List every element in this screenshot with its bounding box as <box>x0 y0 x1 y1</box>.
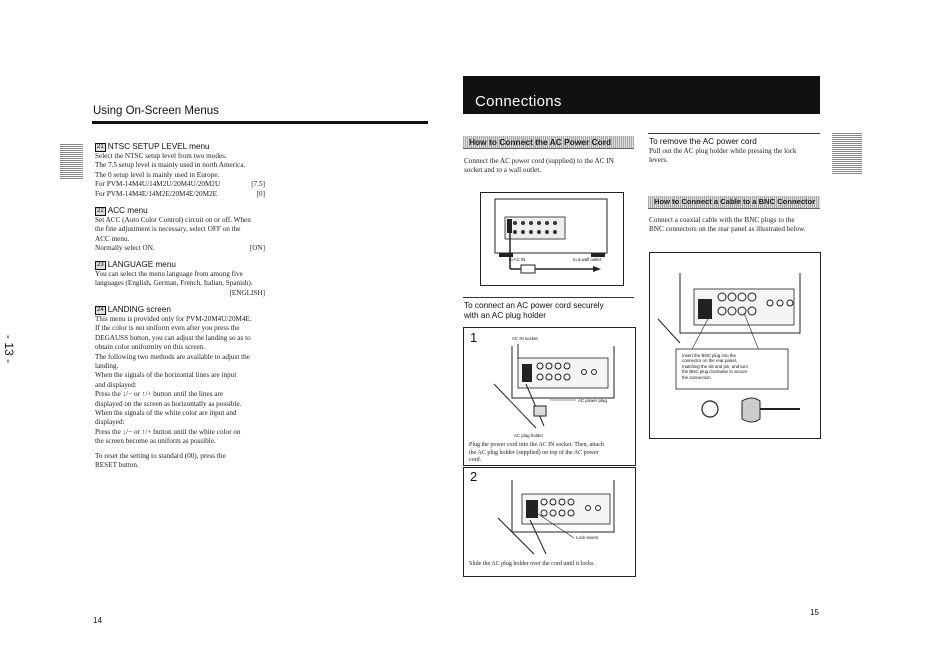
left-page-heading: Using On-Screen Menus <box>93 105 219 117</box>
section-title <box>95 142 265 152</box>
text-line: languages (English, German, French, Italian, Spanish). <box>95 279 253 288</box>
text-line: and displayed: <box>95 380 137 389</box>
figure-ac-cord <box>480 192 624 286</box>
remove-title: To remove the AC power cord <box>649 137 757 146</box>
section-landing <box>95 305 265 447</box>
text-line: cord. <box>469 457 482 464</box>
label-ac-plug-holder: AC plug holder <box>514 433 544 438</box>
value-label: For PVM-14M4U/14M2U/20M4U/20M2U <box>95 180 221 189</box>
text-line: This menu is provided only for PVM-20M4U/20M4E. <box>95 315 252 323</box>
text-line: Insert the BNC plug into the <box>682 353 736 358</box>
text-line: displayed: <box>95 418 125 427</box>
text-line: When the signals of the white color are input and <box>95 409 237 418</box>
value-setting: [ON] <box>249 244 265 253</box>
text-line: Select the NTSC setup level from two modes. <box>95 152 227 160</box>
reset-note <box>95 452 265 471</box>
label-ac-power-plug: AC power plug <box>578 398 607 403</box>
section-title-text: ACC menu <box>107 206 148 215</box>
secure-section-rule <box>463 297 634 298</box>
section-ntsc-setup <box>95 142 265 199</box>
secure-title-line: with an AC plug holder <box>464 310 546 320</box>
figure-bnc <box>649 252 821 439</box>
text-line: Set ACC (Auto Color Control) circuit on or off. When <box>95 216 251 224</box>
bnc-callout <box>682 353 748 380</box>
right-tab-marker <box>832 133 862 175</box>
left-heading-rule <box>92 121 428 124</box>
section-title <box>95 260 265 270</box>
value-row <box>95 244 265 253</box>
label-to-wall-outlet: to a wall outlet <box>573 257 602 262</box>
ac-intro <box>464 157 634 176</box>
remove-section-rule <box>648 133 820 134</box>
text-line: matching the slit and pin, and turn <box>682 363 748 369</box>
secure-title-line: To connect an AC power cord securely <box>464 301 604 310</box>
text-line: the screen become as uniform as possible. <box>95 437 216 446</box>
step-number: 1 <box>470 330 478 345</box>
text-line: socket and to a wall outlet. <box>464 166 542 175</box>
text-line: Connect the AC power cord (supplied) to the AC IN <box>464 157 614 165</box>
text-line: The 7.5 setup level is mainly used in north America. <box>95 161 246 170</box>
step-2-caption: Slide the AC plug holder over the cord until it locks. <box>469 561 595 567</box>
section-title-text: LANGUAGE menu <box>107 260 176 269</box>
banner-title: Connections <box>475 93 562 110</box>
plug-illustration <box>464 328 635 438</box>
bnc-intro <box>649 216 825 235</box>
value-row <box>95 180 265 189</box>
label-lock-levers: Lock levers <box>576 535 599 540</box>
value-row <box>95 190 265 199</box>
left-page-number: 14 <box>93 616 102 625</box>
left-tab-marker <box>60 144 83 180</box>
text-line: connector on the rear panel, <box>682 358 737 364</box>
remove-text <box>649 147 821 166</box>
text-line: obtain color uniformity on this screen. <box>95 343 206 352</box>
menu-number-badge: 24 <box>97 307 104 313</box>
label-ac-in-socket: AC IN socket <box>512 336 538 341</box>
label-to-ac-in: to AC IN <box>509 257 526 262</box>
text-line: Press the ↓/− or ↑/+ button until the lines are <box>95 390 224 399</box>
text-line: When the signals of the horizontal lines are input <box>95 371 237 380</box>
section-acc <box>95 206 265 254</box>
figure-step-1 <box>463 327 636 466</box>
ac-heading-box <box>463 136 634 149</box>
menu-number-badge: 23 <box>97 262 104 268</box>
text-line: If the color is not uniform even after you press the <box>95 324 240 333</box>
value-label: For PVM-14M4E/14M2E/20M4E/20M2E <box>95 189 217 198</box>
text-line: the BNC plug clockwise to secure <box>682 369 748 375</box>
text-line: Plug the power cord into the AC IN socket. Then, attach <box>469 442 604 448</box>
text-line: BNC connectors on the rear panel as illustrated below. <box>649 225 806 234</box>
text-line: The 0 setup level is mainly used in Europe. <box>95 170 220 179</box>
value-setting: [7.5] <box>251 180 265 189</box>
section-title <box>95 305 265 315</box>
text-line: Press the ↓/− or ↑/+ button until the white color on <box>95 427 241 436</box>
figure-step-2 <box>463 467 636 577</box>
step-number: 2 <box>470 469 478 484</box>
section-title-text: LANDING screen <box>107 305 171 314</box>
text-line: RESET button. <box>95 461 139 470</box>
ac-heading: How to Connect the AC Power Cord <box>469 137 612 147</box>
text-line: You can select the menu language from among five <box>95 270 243 278</box>
right-page-number: 15 <box>810 608 819 617</box>
text-line: levers. <box>649 156 668 165</box>
text-line: The following two methods are available to adjust the <box>95 352 250 361</box>
menu-number-badge: 22 <box>97 208 104 214</box>
section-language <box>95 260 265 298</box>
text-line: Pull out the AC plug holder while pressing the lock <box>649 147 797 155</box>
section-title-text: NTSC SETUP LEVEL menu <box>107 142 210 151</box>
text-line: the connection. <box>682 374 712 380</box>
value-setting: [ENGLISH] <box>229 288 265 297</box>
bnc-heading: How to Connect a Cable to a BNC Connector <box>654 197 816 206</box>
value-label: Normally select ON. <box>95 244 155 253</box>
text-line: displayed on the screen as horizontally as possible. <box>95 399 242 408</box>
bnc-illustration <box>650 253 820 438</box>
text-line: Connect a coaxial cable with the BNC plugs to the <box>649 216 795 224</box>
menu-number-badge: 21 <box>97 144 104 150</box>
text-line: the fine adjustment is necessary, select OFF on the <box>95 225 241 234</box>
secure-title <box>464 301 639 320</box>
text-line: DEGAUSS button, you can adjust the landing so as to <box>95 333 251 342</box>
section-title <box>95 206 265 216</box>
lock-lever-illustration <box>464 468 635 558</box>
text-line: To reset the setting to standard (00), press the <box>95 452 226 460</box>
bnc-heading-box <box>648 196 820 209</box>
side-page-label: - 13 - <box>2 335 16 364</box>
rear-panel-illustration <box>481 193 623 285</box>
text-line: ACC menu. <box>95 234 130 243</box>
step-1-caption <box>469 442 631 465</box>
text-line: landing. <box>95 362 119 371</box>
value-setting: [0] <box>256 189 265 198</box>
text-line: the AC plug holder (supplied) on top of the AC power <box>469 449 599 456</box>
